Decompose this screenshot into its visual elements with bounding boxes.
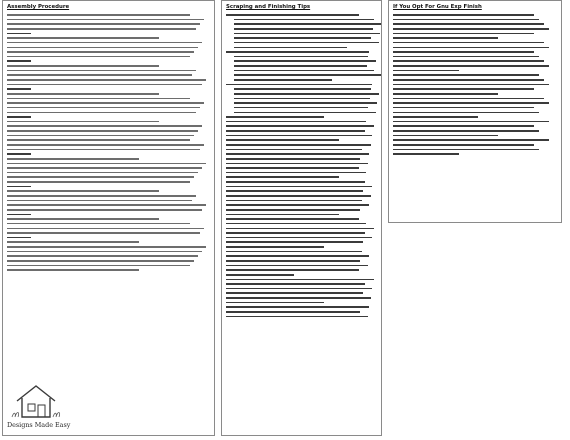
text-line [226, 139, 339, 141]
text-line [7, 84, 202, 86]
text-line [393, 28, 549, 30]
text-line [7, 260, 194, 262]
scraping-finishing-title: Scraping and Finishing Tips [226, 4, 311, 10]
text-line [226, 14, 359, 16]
text-line [7, 88, 31, 90]
text-line [7, 51, 194, 53]
text-line [226, 279, 374, 281]
text-line [226, 251, 362, 253]
text-line [393, 33, 534, 35]
text-line [7, 74, 192, 76]
text-line [7, 265, 190, 267]
text-line [226, 200, 362, 202]
scraping-finishing-column [221, 0, 382, 436]
text-line [7, 125, 202, 127]
assembly-procedure-column [2, 0, 215, 436]
assembly-procedure-text [7, 14, 210, 271]
text-line [234, 70, 374, 72]
text-line [7, 37, 159, 39]
text-line [7, 60, 31, 62]
text-line [226, 84, 372, 86]
text-line [226, 288, 372, 290]
text-line [226, 297, 371, 299]
text-line [226, 144, 371, 146]
text-line [7, 65, 159, 67]
text-line [234, 112, 376, 114]
text-line [226, 283, 365, 285]
text-line [393, 51, 534, 53]
text-line [393, 144, 534, 146]
text-line [7, 19, 204, 21]
text-line [226, 135, 372, 137]
text-line [226, 274, 294, 276]
text-line [7, 23, 200, 25]
text-line [226, 149, 362, 151]
text-line [226, 176, 339, 178]
text-line [7, 112, 196, 114]
text-line [226, 181, 365, 183]
text-line [226, 306, 369, 308]
logo-text: Designs Made Easy [7, 421, 71, 429]
text-line [393, 135, 498, 137]
text-line [7, 181, 190, 183]
text-line [7, 144, 204, 146]
text-line [393, 37, 498, 39]
text-line [393, 23, 544, 25]
text-line [226, 204, 369, 206]
gnu-exp-finish-text [393, 14, 557, 155]
text-line [226, 311, 360, 313]
text-line [393, 65, 549, 67]
text-line [226, 51, 369, 53]
text-line [393, 60, 544, 62]
text-line [7, 223, 190, 225]
text-line [7, 56, 190, 58]
text-line [7, 70, 196, 72]
text-line [7, 204, 206, 206]
text-line [226, 260, 360, 262]
text-line [393, 130, 539, 132]
text-line [226, 153, 369, 155]
text-line [234, 23, 382, 25]
text-line [226, 237, 372, 239]
text-line [7, 190, 159, 192]
text-line [226, 218, 359, 220]
text-line [7, 98, 190, 100]
assembly-procedure-title: Assembly Procedure [7, 4, 70, 10]
text-line [7, 255, 198, 257]
text-line [7, 218, 159, 220]
text-line [226, 186, 372, 188]
text-line [234, 60, 376, 62]
text-line [226, 232, 365, 234]
text-line [393, 84, 549, 86]
text-line [7, 251, 202, 253]
text-line [226, 241, 363, 243]
text-line [7, 195, 196, 197]
text-line [234, 88, 371, 90]
text-line [226, 130, 365, 132]
text-line [234, 107, 368, 109]
text-line [393, 139, 549, 141]
text-line [226, 163, 368, 165]
text-line [226, 269, 359, 271]
text-line [7, 269, 139, 271]
text-line [7, 214, 31, 216]
text-line [7, 246, 206, 248]
text-line [7, 163, 206, 165]
text-line [7, 121, 159, 123]
text-line [7, 153, 31, 155]
text-line [7, 102, 204, 104]
text-line [226, 214, 339, 216]
text-line [7, 135, 194, 137]
text-line [226, 190, 363, 192]
text-line [7, 116, 31, 118]
text-line [226, 292, 363, 294]
text-line [393, 98, 544, 100]
scraping-finishing-text [226, 14, 377, 317]
gnu-exp-finish-column [388, 0, 562, 223]
text-line [226, 246, 324, 248]
text-line [226, 228, 374, 230]
text-line [7, 237, 31, 239]
text-line [7, 200, 192, 202]
text-line [226, 167, 359, 169]
text-line [7, 28, 196, 30]
text-line [226, 302, 324, 304]
text-line [393, 149, 539, 151]
text-line [226, 172, 366, 174]
text-line [393, 74, 539, 76]
text-line [7, 14, 190, 16]
text-line [226, 316, 368, 318]
house-icon [7, 381, 65, 421]
text-line [234, 37, 371, 39]
text-line [234, 56, 368, 58]
text-line [234, 42, 379, 44]
text-line [393, 153, 459, 155]
text-line [226, 209, 360, 211]
text-line [7, 228, 204, 230]
text-line [7, 79, 206, 81]
text-line [234, 33, 380, 35]
text-line [7, 93, 159, 95]
text-line [226, 223, 366, 225]
text-line [226, 265, 368, 267]
text-line [7, 158, 139, 160]
text-line [7, 47, 198, 49]
text-line [393, 14, 534, 16]
designs-made-easy-logo [7, 381, 71, 435]
text-line [7, 241, 139, 243]
text-line [393, 70, 459, 72]
text-line [234, 102, 377, 104]
text-line [393, 42, 544, 44]
text-line [393, 79, 544, 81]
text-line [226, 195, 371, 197]
text-line [7, 139, 190, 141]
text-line [393, 56, 539, 58]
text-line [234, 93, 379, 95]
text-line [393, 125, 534, 127]
text-line [393, 88, 534, 90]
text-line [7, 176, 194, 178]
text-line [393, 121, 549, 123]
text-line [7, 167, 202, 169]
text-line [393, 102, 549, 104]
text-line [226, 125, 374, 127]
text-line [234, 79, 332, 81]
text-line [393, 112, 539, 114]
text-line [234, 28, 373, 30]
text-line [7, 33, 31, 35]
text-line [234, 47, 347, 49]
text-line [393, 19, 539, 21]
text-line [7, 232, 200, 234]
text-line [234, 65, 367, 67]
text-line [234, 19, 374, 21]
text-line [7, 42, 202, 44]
text-line [393, 47, 549, 49]
text-line [7, 130, 198, 132]
text-line [7, 209, 202, 211]
text-line [393, 116, 478, 118]
text-line [234, 74, 382, 76]
text-line [7, 149, 200, 151]
text-line [226, 158, 360, 160]
text-line [7, 186, 31, 188]
text-line [7, 172, 198, 174]
text-line [226, 116, 324, 118]
gnu-exp-finish-title: If You Opt For Gnu Exp Finish [393, 4, 482, 10]
text-line [393, 107, 534, 109]
text-line [7, 107, 200, 109]
text-line [226, 121, 366, 123]
text-line [393, 93, 498, 95]
text-line [234, 98, 370, 100]
text-line [226, 255, 369, 257]
